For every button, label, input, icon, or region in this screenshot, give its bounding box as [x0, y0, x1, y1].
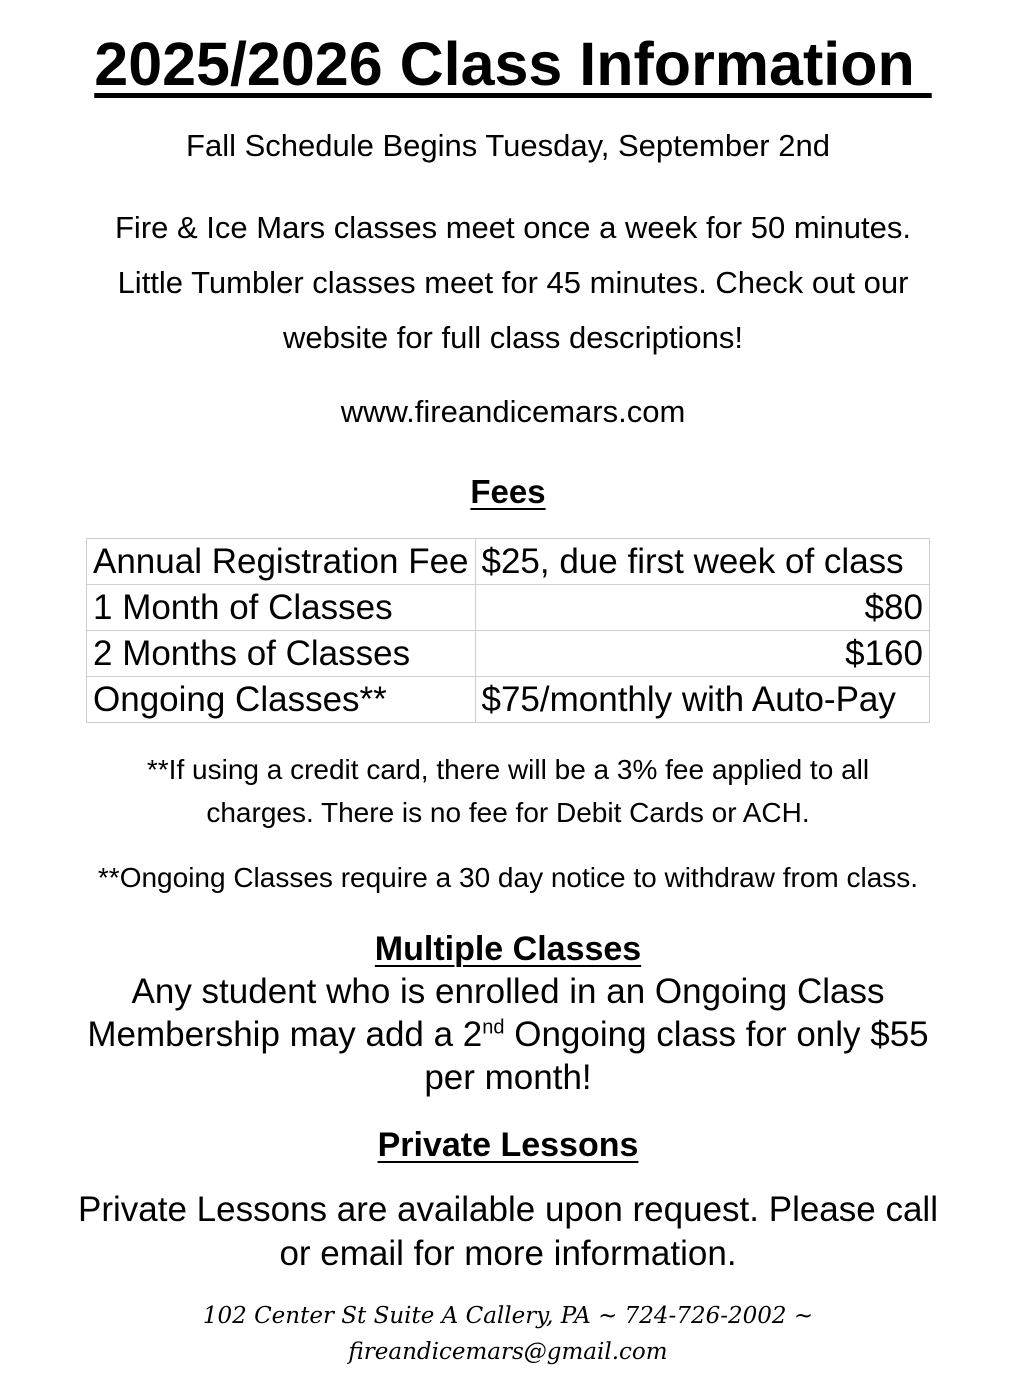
fee-value: $25, due first week of class — [475, 539, 930, 585]
private-lessons-paragraph — [40, 1188, 976, 1276]
footer-address-line: 102 Center St Suite A Callery, PA ~ 724-726-2002 ~ — [202, 1303, 814, 1329]
multiple-classes-heading: Multiple Classes — [374, 930, 642, 968]
withdraw-note: **Ongoing Classes require a 30 day notice to withdraw from class. — [97, 862, 919, 893]
intro-paragraph — [60, 200, 966, 365]
table-row — [87, 677, 930, 723]
fees-table — [86, 538, 930, 723]
multiple-classes-line-2-start: Membership may add a 2 — [87, 1015, 483, 1054]
footer-email: fireandicemars@gmail.com — [348, 1339, 668, 1365]
fee-label: Ongoing Classes** — [87, 677, 476, 723]
table-row — [87, 539, 930, 585]
fee-label: 1 Month of Classes — [87, 585, 476, 631]
credit-note-line-2: charges. There is no fee for Debit Cards or ACH. — [206, 797, 810, 828]
fee-value: $80 — [475, 585, 930, 631]
table-row — [87, 631, 930, 677]
multiple-classes-line-2-end: Ongoing class for only $55 — [504, 1015, 929, 1054]
multiple-classes-line-3: per month! — [424, 1058, 592, 1097]
multiple-classes-paragraph — [50, 970, 966, 1099]
multiple-classes-line-1: Any student who is enrolled in an Ongoing Class — [131, 972, 885, 1011]
intro-line-2: Little Tumbler classes meet for 45 minutes. Check out our — [117, 265, 909, 300]
contact-footer — [130, 1298, 886, 1370]
schedule-start-text: Fall Schedule Begins Tuesday, September 2nd — [186, 128, 830, 163]
credit-note-line-1: **If using a credit card, there will be a 3% fee applied to all — [146, 754, 870, 785]
private-lessons-line-2: or email for more information. — [279, 1234, 737, 1273]
page-title — [0, 24, 1026, 104]
intro-line-1: Fire & Ice Mars classes meet once a week for 50 minutes. — [115, 210, 911, 245]
website-url: www.fireandicemars.com — [340, 394, 686, 429]
fee-label: 2 Months of Classes — [87, 631, 476, 677]
private-lessons-line-1: Private Lessons are available upon request. Please call — [78, 1190, 938, 1229]
credit-card-note — [60, 748, 956, 834]
multiple-classes-line-2 — [50, 1013, 966, 1056]
ordinal-suffix: nd — [482, 1016, 505, 1039]
page-title-text: 2025/2026 Class Information — [94, 30, 932, 98]
intro-line-3: website for full class descriptions! — [282, 320, 744, 355]
fee-label: Annual Registration Fee — [87, 539, 476, 585]
fee-value: $75/monthly with Auto-Pay — [475, 677, 930, 723]
fees-heading: Fees — [470, 473, 546, 510]
private-lessons-heading: Private Lessons — [377, 1126, 639, 1164]
table-row — [87, 585, 930, 631]
fee-value: $160 — [475, 631, 930, 677]
